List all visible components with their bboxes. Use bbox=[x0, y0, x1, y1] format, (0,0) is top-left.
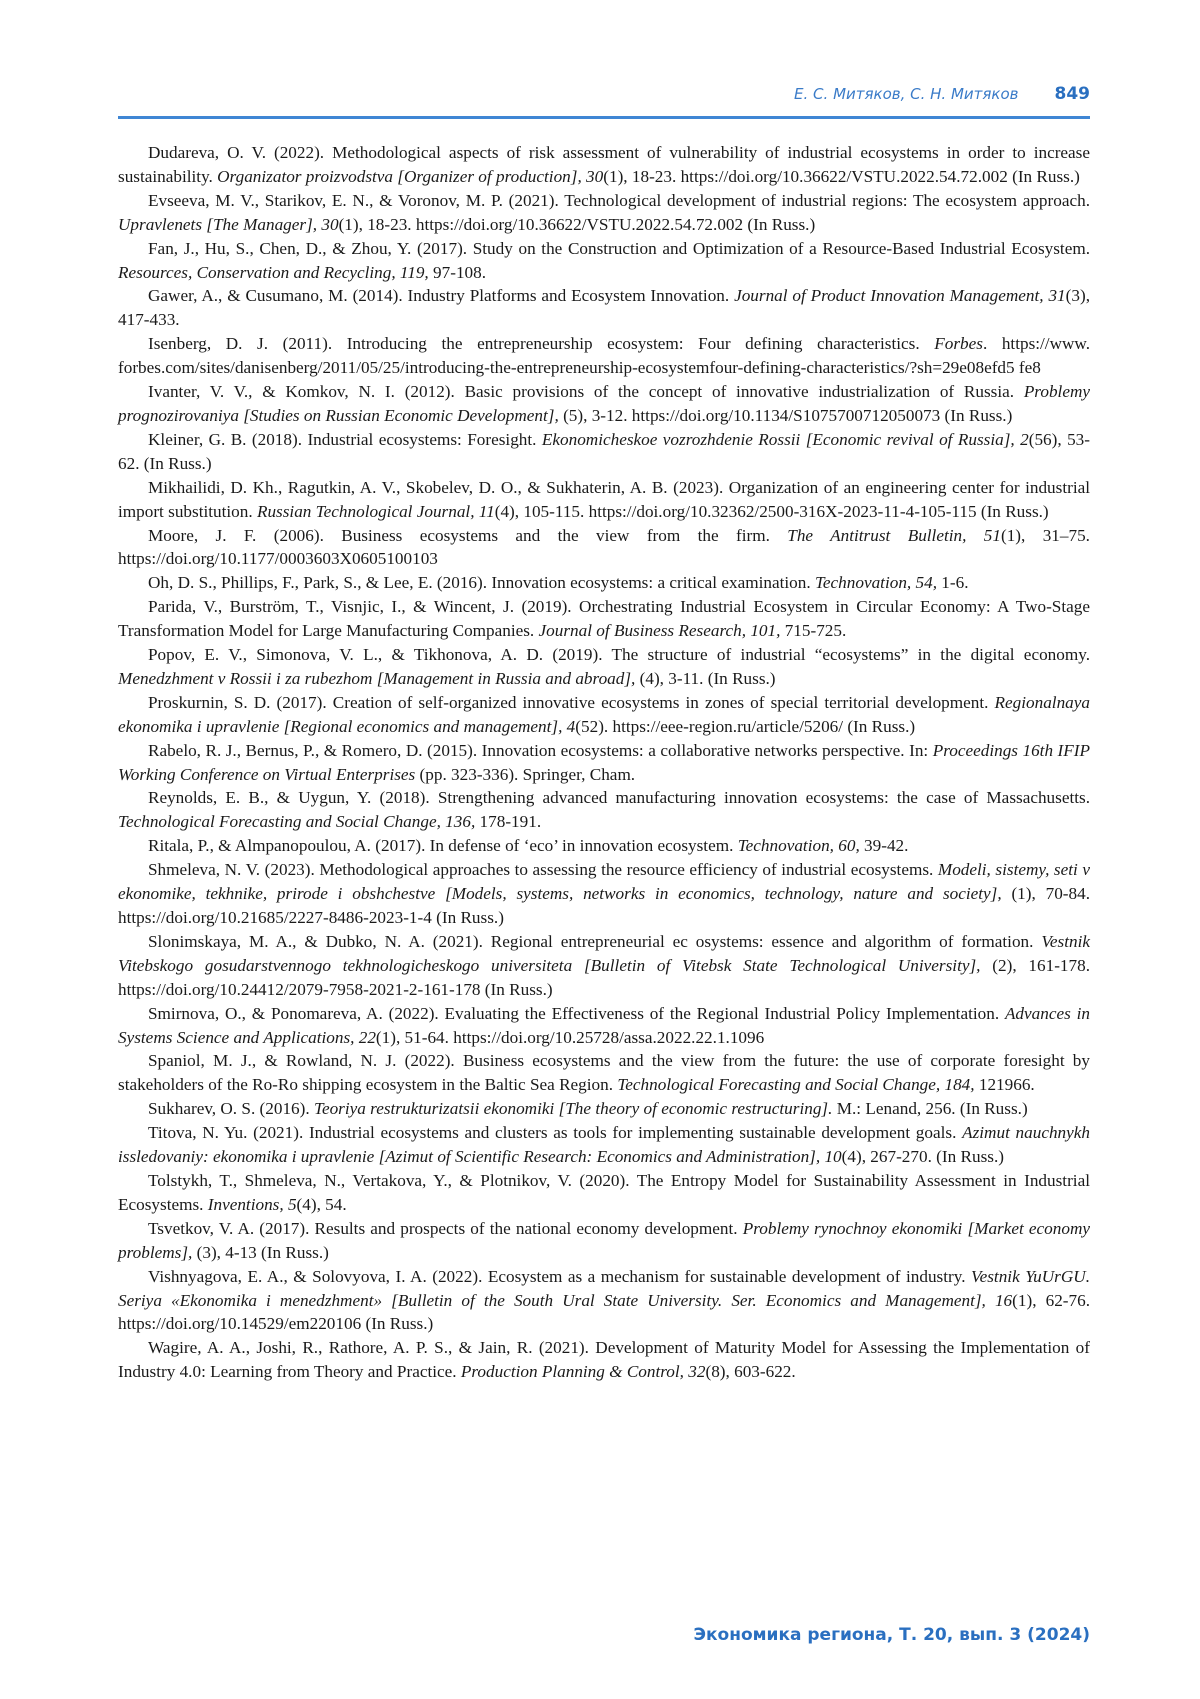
reference-entry bbox=[118, 1217, 1090, 1265]
reference-entry bbox=[118, 1002, 1090, 1050]
reference-entry bbox=[118, 1049, 1090, 1097]
header-authors: Е. С. Митяков, С. Н. Митяков bbox=[794, 85, 1018, 103]
reference-details: (1), 31–75. https://doi.org/10.1177/0003603X0605100103 bbox=[118, 526, 1090, 569]
reference-entry bbox=[118, 1121, 1090, 1169]
reference-source: The Antitrust Bulletin, 51 bbox=[787, 526, 1001, 545]
reference-details: (1), 18-23. https://doi.org/10.36622/VSTU.2022.54.72.002 (In Russ.) bbox=[603, 167, 1080, 186]
reference-source: Vestnik YuUrGU. Seriya «Ekonomika i menedzhment» [Bulletin of the South Ural State University. Ser. Economics and Management], 16 bbox=[118, 1267, 1090, 1310]
reference-details: (1), 18-23. https://doi.org/10.36622/VSTU.2022.54.72.002 (In Russ.) bbox=[339, 215, 816, 234]
reference-source: Technological Forecasting and Social Change, 136, bbox=[118, 812, 475, 831]
header-rule bbox=[118, 116, 1090, 119]
reference-details: (1), 70-84. https://doi.org/10.21685/2227-8486-2023-1-4 (In Russ.) bbox=[118, 884, 1090, 927]
reference-entry bbox=[118, 834, 1090, 858]
reference-entry bbox=[118, 1265, 1090, 1337]
reference-text: Proskurnin, S. D. (2017). Creation of self-organized innovative ecosystems in zones of special territorial development. bbox=[148, 693, 995, 712]
reference-source: Ekonomicheskoe vozrozhdenie Rossii [Economic revival of Russia], 2 bbox=[542, 430, 1029, 449]
reference-text: Spaniol, M. J., & Rowland, N. J. (2022). Business ecosystems and the view from the future: the use of corporate foresight by stakeholders of the Ro-Ro shipping ecosystem in the Baltic Sea Region. bbox=[118, 1051, 1090, 1094]
reference-source: Azimut nauchnykh issledovaniy: ekonomika i upravlenie [Azimut of Scientific Research: Economics and Administration], 10 bbox=[118, 1123, 1090, 1166]
reference-text: Titova, N. Yu. (2021). Industrial ecosystems and clusters as tools for implementing sustainable development goals. bbox=[148, 1123, 962, 1142]
reference-entry bbox=[118, 332, 1090, 380]
reference-details: (56), 53-62. (In Russ.) bbox=[118, 430, 1090, 473]
reference-details: (1), 51-64. https://doi.org/10.25728/assa.2022.22.1.1096 bbox=[376, 1028, 764, 1047]
reference-text: Gawer, A., & Cusumano, M. (2014). Industry Platforms and Ecosystem Innovation. bbox=[148, 286, 734, 305]
reference-text: Reynolds, E. B., & Uygun, Y. (2018). Strengthening advanced manufacturing innovation ecosystems: the case of Massachusetts. bbox=[148, 788, 1090, 807]
reference-entry bbox=[118, 1169, 1090, 1217]
reference-source: Journal of Business Research, 101, bbox=[539, 621, 781, 640]
reference-details: . https://www. forbes.com/sites/danisenberg/2011/05/25/introducing-the-entrepreneurship-ecosystemfour-defining-characteristics/?sh=29e08efd5 fe8 bbox=[118, 334, 1090, 377]
reference-source: Journal of Product Innovation Management, 31 bbox=[734, 286, 1066, 305]
reference-text: Tolstykh, T., Shmeleva, N., Vertakova, Y., & Plotnikov, V. (2020). The Entropy Model for Sustainability Assessment in Industrial Ecosystems. bbox=[118, 1171, 1090, 1214]
reference-source: Vestnik Vitebskogo gosudarstvennogo tekhnologicheskogo universiteta [Bulletin of Vitebsk State Technological University], bbox=[118, 932, 1090, 975]
reference-entry bbox=[118, 643, 1090, 691]
journal-footer: Экономика региона, Т. 20, вып. 3 (2024) bbox=[694, 1625, 1090, 1645]
reference-entry bbox=[118, 284, 1090, 332]
reference-entry bbox=[118, 141, 1090, 189]
reference-entry bbox=[118, 858, 1090, 930]
reference-details: (4), 3-11. (In Russ.) bbox=[635, 669, 775, 688]
reference-source: Resources, Conservation and Recycling, 119, bbox=[118, 263, 429, 282]
reference-entry bbox=[118, 524, 1090, 572]
running-header bbox=[118, 84, 1090, 114]
reference-details: M.: Lenand, 256. (In Russ.) bbox=[832, 1099, 1027, 1118]
reference-text: Fan, J., Hu, S., Chen, D., & Zhou, Y. (2017). Study on the Construction and Optimization of a Resource-Based Industrial Ecosystem. bbox=[148, 239, 1090, 258]
reference-text: Parida, V., Burström, T., Visnjic, I., & Wincent, J. (2019). Orchestrating Industrial Ecosystem in Circular Economy: A Two-Stage Transformation Model for Large Manufacturing Companies. bbox=[118, 597, 1090, 640]
reference-source: Modeli, sistemy, seti v ekonomike, tekhnike, prirode i obshchestve [Models, systems, networks in economics, technology, nature and society], bbox=[118, 860, 1090, 903]
reference-entry bbox=[118, 476, 1090, 524]
reference-text: Ivanter, V. V., & Komkov, N. I. (2012). Basic provisions of the concept of innovative industrialization of Russia. bbox=[148, 382, 1024, 401]
reference-details: 97-108. bbox=[429, 263, 486, 282]
reference-details: (3), 417-433. bbox=[118, 286, 1090, 329]
reference-text: Evseeva, M. V., Starikov, E. N., & Voronov, M. P. (2021). Technological development of industrial regions: The ecosystem approach. bbox=[148, 191, 1090, 210]
reference-details: (1), 62-76. https://doi.org/10.14529/em220106 (In Russ.) bbox=[118, 1291, 1090, 1334]
reference-details: 715-725. bbox=[780, 621, 846, 640]
reference-text: Mikhailidi, D. Kh., Ragutkin, A. V., Skobelev, D. O., & Sukhaterin, A. B. (2023). Organization of an engineering center for industrial import substitution. bbox=[118, 478, 1090, 521]
reference-source: Upravlenets [The Manager], 30 bbox=[118, 215, 339, 234]
reference-source: Organizator proizvodstva [Organizer of production], 30 bbox=[217, 167, 603, 186]
reference-source: Technovation, 60, bbox=[738, 836, 860, 855]
reference-entry bbox=[118, 595, 1090, 643]
reference-details: 1-6. bbox=[937, 573, 969, 592]
reference-source: Problemy rynochnoy ekonomiki [Market economy problems], bbox=[118, 1219, 1090, 1262]
reference-source: Problemy prognozirovaniya [Studies on Russian Economic Development], bbox=[118, 382, 1090, 425]
journal-page bbox=[0, 0, 1200, 1699]
reference-source: Menedzhment v Rossii i za rubezhom [Management in Russia and abroad], bbox=[118, 669, 635, 688]
reference-entry bbox=[118, 237, 1090, 285]
reference-details: 121966. bbox=[975, 1075, 1035, 1094]
reference-source: Forbes bbox=[934, 334, 983, 353]
reference-source: Regionalnaya ekonomika i upravlenie [Regional economics and management], 4 bbox=[118, 693, 1090, 736]
reference-details: (4), 267-270. (In Russ.) bbox=[842, 1147, 1004, 1166]
reference-details: 178-191. bbox=[475, 812, 541, 831]
reference-entry bbox=[118, 786, 1090, 834]
reference-text: Wagire, A. A., Joshi, R., Rathore, A. P. S., & Jain, R. (2021). Development of Maturity Model for Assessing the Implementation of Industry 4.0: Learning from Theory and Practice. bbox=[118, 1338, 1090, 1381]
reference-details: (52). https://eee-region.ru/article/5206/ (In Russ.) bbox=[575, 717, 915, 736]
reference-entry bbox=[118, 571, 1090, 595]
reference-details: (2), 161-178. https://doi.org/10.24412/2079-7958-2021-2-161-178 (In Russ.) bbox=[118, 956, 1090, 999]
reference-details: (5), 3-12. https://doi.org/10.1134/S1075700712050073 (In Russ.) bbox=[559, 406, 1013, 425]
reference-text: Smirnova, O., & Ponomareva, A. (2022). Evaluating the Effectiveness of the Regional Industrial Policy Implementation. bbox=[148, 1004, 1005, 1023]
reference-text: Ritala, P., & Almpanopoulou, A. (2017). In defense of ‘eco’ in innovation ecosystem. bbox=[148, 836, 738, 855]
reference-text: Rabelo, R. J., Bernus, P., & Romero, D. (2015). Innovation ecosystems: a collaborative networks perspective. In: bbox=[148, 741, 933, 760]
reference-list bbox=[118, 141, 1090, 1384]
reference-entry bbox=[118, 739, 1090, 787]
reference-details: (8), 603-622. bbox=[705, 1362, 795, 1381]
reference-text: Shmeleva, N. V. (2023). Methodological approaches to assessing the resource efficiency of industrial ecosystems. bbox=[148, 860, 938, 879]
reference-text: Vishnyagova, E. A., & Solovyova, I. A. (2022). Ecosystem as a mechanism for sustainable development of industry. bbox=[148, 1267, 971, 1286]
reference-text: Popov, E. V., Simonova, V. L., & Tikhonova, A. D. (2019). The structure of industrial “ecosystems” in the digital economy. bbox=[148, 645, 1090, 664]
reference-text: Slonimskaya, M. A., & Dubko, N. A. (2021). Regional entrepreneurial ec osystems: essence and algorithm of formation. bbox=[148, 932, 1041, 951]
reference-source: Technological Forecasting and Social Change, 184, bbox=[617, 1075, 974, 1094]
reference-text: Moore, J. F. (2006). Business ecosystems and the view from the firm. bbox=[148, 526, 787, 545]
reference-text: Oh, D. S., Phillips, F., Park, S., & Lee, E. (2016). Innovation ecosystems: a critical examination. bbox=[148, 573, 815, 592]
reference-source: Advances in Systems Science and Applications, 22 bbox=[118, 1004, 1090, 1047]
reference-details: (3), 4-13 (In Russ.) bbox=[192, 1243, 329, 1262]
reference-text: Isenberg, D. J. (2011). Introducing the entrepreneurship ecosystem: Four defining characteristics. bbox=[148, 334, 934, 353]
reference-source: Production Planning & Control, 32 bbox=[461, 1362, 706, 1381]
reference-entry bbox=[118, 428, 1090, 476]
reference-details: (pp. 323-336). Springer, Cham. bbox=[415, 765, 635, 784]
reference-text: Dudareva, O. V. (2022). Methodological aspects of risk assessment of vulnerability of industrial ecosystems in order to increase sustainability. bbox=[118, 143, 1090, 186]
reference-entry bbox=[118, 1336, 1090, 1384]
reference-source: Russian Technological Journal, 11 bbox=[257, 502, 495, 521]
reference-text: Sukharev, O. S. (2016). bbox=[148, 1099, 314, 1118]
reference-text: Tsvetkov, V. A. (2017). Results and prospects of the national economy development. bbox=[148, 1219, 743, 1238]
reference-source: Teoriya restrukturizatsii ekonomiki [The theory of economic restructuring]. bbox=[314, 1099, 832, 1118]
reference-source: Technovation, 54, bbox=[815, 573, 937, 592]
reference-details: (4), 54. bbox=[297, 1195, 347, 1214]
reference-details: (4), 105-115. https://doi.org/10.32362/2500-316X-2023-11-4-105-115 (In Russ.) bbox=[495, 502, 1049, 521]
reference-source: Inventions, 5 bbox=[208, 1195, 297, 1214]
reference-entry bbox=[118, 1097, 1090, 1121]
reference-source: Proceedings 16th IFIP Working Conference on Virtual Enterprises bbox=[118, 741, 1090, 784]
reference-entry bbox=[118, 691, 1090, 739]
page-number: 849 bbox=[1055, 84, 1091, 104]
reference-text: Kleiner, G. B. (2018). Industrial ecosystems: Foresight. bbox=[148, 430, 542, 449]
reference-entry bbox=[118, 380, 1090, 428]
reference-entry bbox=[118, 930, 1090, 1002]
reference-entry bbox=[118, 189, 1090, 237]
reference-details: 39-42. bbox=[860, 836, 909, 855]
